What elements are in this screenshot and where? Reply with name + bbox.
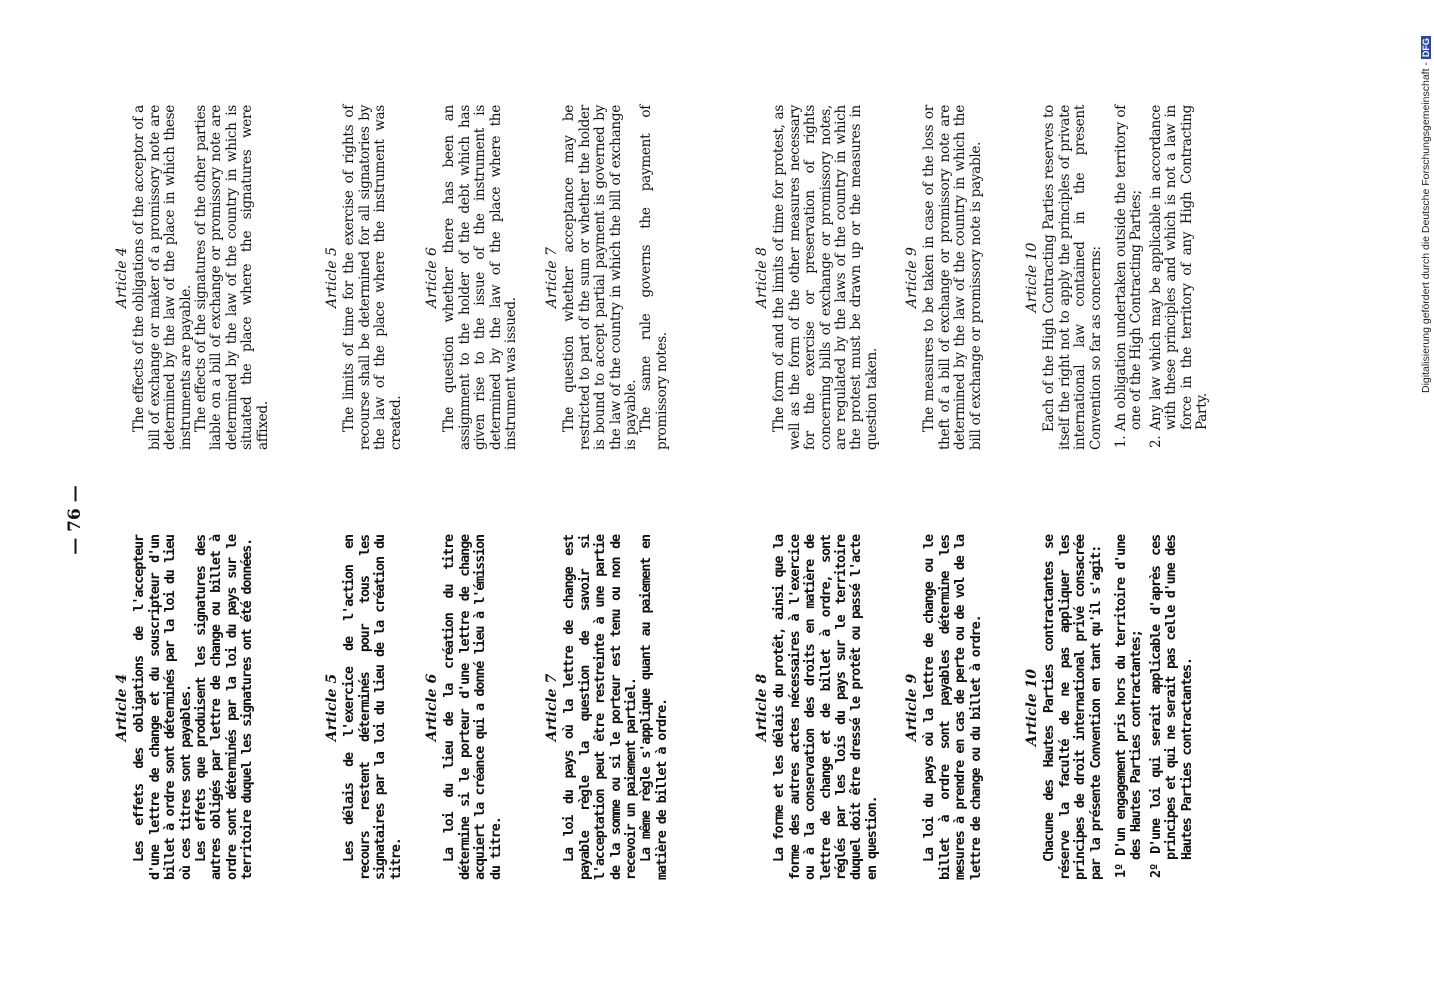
credit-text: Digitalisierung gefördert durch die Deutsche Forschungsgemeinschaft -: [1420, 62, 1432, 393]
article-title: Article 6: [424, 247, 440, 308]
article-paragraph: The question whether there has been an assignment to the holder of the debt which has given rise to the issue of the instrument is determined by the law of the place where the instrument was issued.: [441, 105, 520, 450]
french-article-5: [325, 535, 404, 880]
french-article-7: [545, 535, 670, 880]
article-title: Article 6: [424, 673, 440, 742]
french-article-6: [425, 535, 504, 880]
article-title: Article 8: [754, 247, 770, 308]
document-page: [65, 90, 1395, 950]
article-title: Article 9: [904, 673, 920, 742]
dfg-logo: DFG: [1421, 38, 1431, 58]
french-article-10: [1025, 535, 1195, 880]
article-paragraph: La même règle s'applique quant au paiement en matière de billet à ordre.: [639, 535, 670, 880]
article-paragraph: The question whether acceptance may be restricted to part of the sum or whether the holder is bound to accept partial payment is governed by the law of the country in which the bill of exchange is payable.: [561, 105, 640, 450]
article-paragraph: Les effets des obligations de l'accepteur d'une lettre de change et du souscripteur d'un billet à ordre sont déterminés par la loi du lieu où ces titres sont payables.: [132, 535, 194, 880]
article-paragraph: The effects of the signatures of the other parties liable on a bill of exchange or promissory note are determined by the law of the country in which is situated the place where the signatures were affixed.: [193, 105, 271, 450]
article-paragraph: La loi du pays où la lettre de change ou le billet à ordre sont payables détermine les mesures à prendre en cas de perte ou de vol de la lettre de change ou du billet à ordre.: [922, 535, 984, 880]
article-paragraph: Chacune des Hautes Parties contractantes se réserve la faculté de ne pas appliquer les principes de droit international privé consacrée par la présente Convention en tant qu'il s'agit:: [1042, 535, 1104, 880]
digitization-credit: [1416, 8, 1434, 998]
article-paragraph: The form of and the limits of time for protest, as well as the form of the other measures necessary for the exercise or preservation of rights concerning bills of exchange or promissory notes, are regulated by the laws of the country in which the protest must be drawn up or the measures in question taken.: [771, 105, 880, 450]
article-title: Article 7: [544, 673, 560, 742]
article-paragraph: Les effets que produisent les signatures des autres obligés par lettre de change ou billet à ordre sont déterminés par la loi du pays sur le territoire duquel les signatures ont été données.: [194, 535, 256, 880]
article-title: Article 10: [1024, 242, 1040, 313]
article-paragraph: Les délais de l'exercice de l'action en recours restent déterminés pour tous les signataires par la loi du lieu de la création du titre.: [342, 535, 404, 880]
article-title: Article 9: [904, 247, 920, 308]
article-title: Article 10: [1024, 668, 1040, 747]
article-list-item: 2º D'une loi qui serait applicable d'après ces principes et qui ne serait pas celle d'une des Hautes Parties contractantes.: [1148, 535, 1195, 878]
page-number: — 76 —: [65, 485, 85, 555]
article-list-item: 1. An obligation undertaken outside the territory of one of the High Contracting Parties;: [1113, 105, 1145, 448]
article-paragraph: The measures to be taken in case of the loss or theft of a bill of exchange or promissory note are determined by the law of the country in which the bill of exchange or promissory note is payable.: [921, 105, 984, 450]
french-article-9: [905, 535, 984, 880]
article-paragraph: Each of the High Contracting Parties reserves to itself the right not to apply the principles of private international law contained in the present Convention so far as concerns:: [1041, 105, 1104, 450]
article-list-item: 1º D'un engagement pris hors du territoire d'une des Hautes Parties contractantes;: [1114, 535, 1145, 878]
article-paragraph: The effects of the obligations of the acceptor of a bill of exchange or maker of a promissory note are determined by the law of the place in which these instruments are payable.: [131, 105, 194, 450]
article-paragraph: La loi du pays où la lettre de change est payable règle la question de savoir si l'acceptation peut être restreinte à une partie de la somme ou si le porteur est tenu ou non de recevoir un paiement partiel.: [562, 535, 640, 880]
article-list-item: 2. Any law which may be applicable in accordance with these principles and which is not a law in force in the territory of any High Contracting Party.: [1147, 105, 1211, 448]
article-title: Article 5: [324, 247, 340, 308]
article-title: Article 5: [324, 673, 340, 742]
article-title: Article 8: [754, 673, 770, 742]
french-column: [65, 90, 1395, 950]
article-title: Article 4: [114, 673, 130, 742]
french-article-8: [755, 535, 880, 880]
article-paragraph: The same rule governs the payment of promissory notes.: [638, 105, 670, 450]
article-paragraph: La loi du lieu de la création du titre détermine si le porteur d'une lettre de change acquiert la créance qui a donné lieu à l'émission du titre.: [442, 535, 504, 880]
article-paragraph: The limits of time for the exercise of rights of recourse shall be determined for all signatories by the law of the place where the instrument was created.: [341, 105, 404, 450]
french-article-4: [115, 535, 256, 880]
article-paragraph: La forme et les délais du protêt, ainsi que la forme des autres actes nécessaires à l'exercice ou à la conservation des droits en matière de lettre de change et de billet à ordre, sont réglés par les lois du pays sur le territoire duquel doit être dressé le protêt ou passé l'acte en question.: [772, 535, 880, 880]
article-title: Article 4: [114, 247, 130, 308]
article-title: Article 7: [544, 247, 560, 308]
